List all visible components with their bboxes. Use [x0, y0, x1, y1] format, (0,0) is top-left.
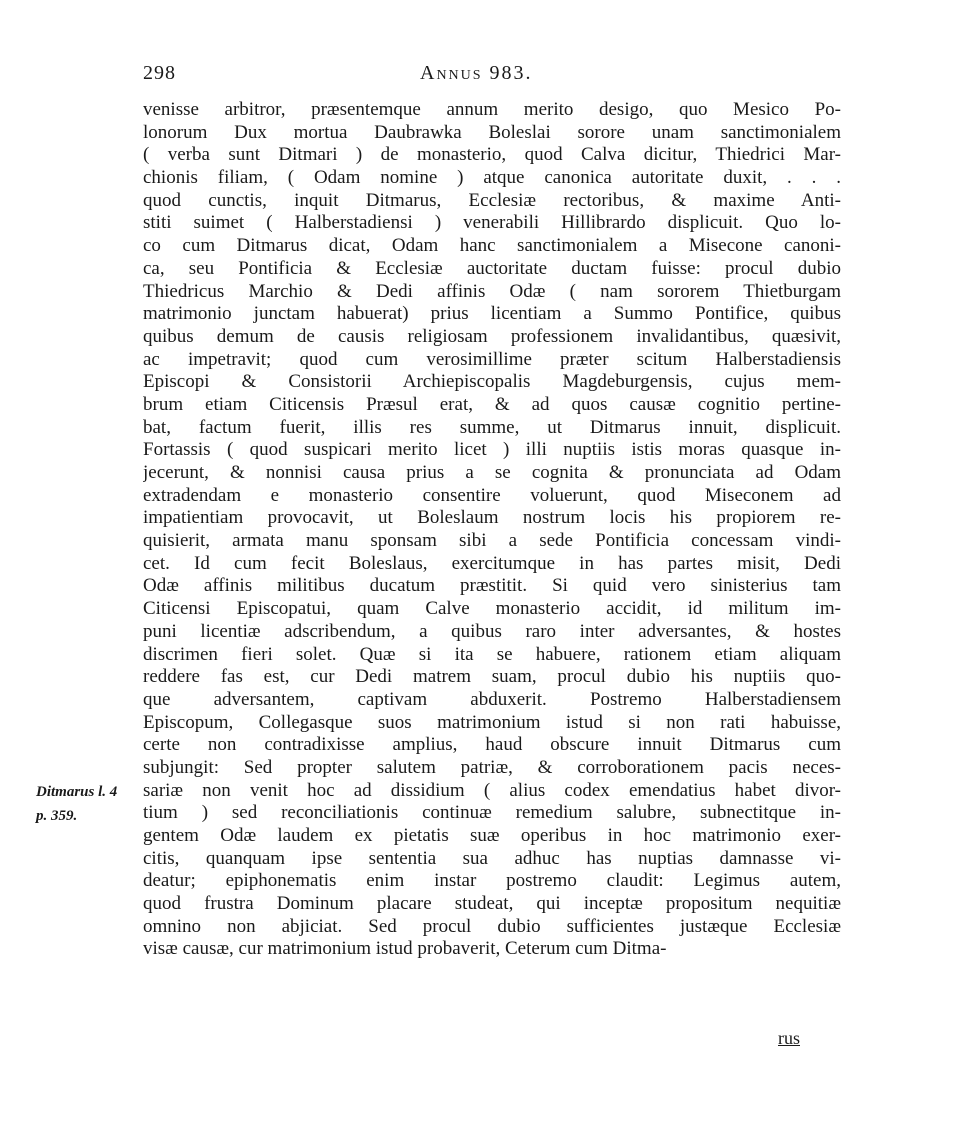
text-line: certe non contradixisse amplius, haud obscure innuit Ditmarus cum — [143, 734, 841, 756]
text-line: Citicensi Episcopatui, quam Calve monasterio accidit, id militum im- — [143, 598, 841, 620]
text-line: discrimen fieri solet. Quæ si ita se habuere, rationem etiam aliquam — [143, 643, 841, 665]
text-line: quod cunctis, inquit Ditmarus, Ecclesiæ rectoribus, & maxime Anti- — [143, 189, 841, 211]
text-line: bat, factum fuerit, illis res summe, ut Ditmarus innuit, displicuit. — [143, 416, 841, 438]
text-line: quod frustra Dominum placare studeat, qui inceptæ propositum nequitiæ — [143, 893, 841, 915]
text-line: Episcopi & Consistorii Archiepiscopalis Magdeburgensis, cujus mem- — [143, 371, 841, 393]
margin-note-source: Ditmarus l. 4 — [36, 784, 118, 800]
margin-note-page: p. 359. — [36, 808, 78, 824]
text-line: impatientiam provocavit, ut Boleslaum nostrum locis his propiorem re- — [143, 507, 841, 529]
text-line: extradendam e monasterio consentire voluerunt, quod Miseconem ad — [143, 484, 841, 506]
text-line: ac impetravit; quod cum verosimillime præter scitum Halberstadiensis — [143, 348, 841, 370]
text-line: reddere fas est, cur Dedi matrem suam, procul dubio his nuptiis quo- — [143, 666, 841, 688]
body-text — [143, 99, 841, 961]
text-line: tium ) sed reconciliationis continuæ remedium salubre, subnectitque in- — [143, 802, 841, 824]
text-line: citis, quanquam ipse sententia sua adhuc has nuptias damnasse vi- — [143, 847, 841, 869]
page-header — [0, 62, 960, 92]
text-line: ( verba sunt Ditmari ) de monasterio, quod Calva dicitur, Thiedrici Mar- — [143, 144, 841, 166]
text-line: deatur; epiphonematis enim instar postremo claudit: Legimus autem, — [143, 870, 841, 892]
text-line: cet. Id cum fecit Boleslaus, exercitumque in has partes misit, Dedi — [143, 552, 841, 574]
text-line: venisse arbitror, præsentemque annum merito desigo, quo Mesico Po- — [143, 99, 841, 120]
text-line: Odæ affinis militibus ducatum præstitit. Si quid vero sinisterius tam — [143, 575, 841, 597]
text-line: que adversantem, captivam abduxerit. Postremo Halberstadiensem — [143, 688, 841, 710]
text-line: Fortassis ( quod suspicari merito licet ) illi nuptiis istis moras quasque in- — [143, 439, 841, 461]
text-line: brum etiam Citicensis Præsul erat, & ad quos causæ cognitio pertine- — [143, 393, 841, 415]
catchword: rus — [778, 1028, 800, 1048]
text-line: gentem Odæ laudem ex pietatis suæ operibus in hoc matrimonio exer- — [143, 825, 841, 846]
text-line: subjungit: Sed propter salutem patriæ, & corroborationem pacis neces- — [143, 756, 841, 778]
text-line: puni licentiæ adscribendum, a quibus raro inter adversantes, & hostes — [143, 620, 841, 642]
text-line: visæ causæ, cur matrimonium istud probaverit, Ceterum cum Ditma- — [143, 938, 667, 960]
page-number: 298 — [143, 62, 176, 84]
text-line: lonorum Dux mortua Daubrawka Boleslai sorore unam sanctimonialem — [143, 121, 841, 143]
text-line: quisierit, armata manu sponsam sibi a sede Pontificia concessam vindi- — [143, 530, 841, 552]
running-title: Annus 983. — [420, 62, 533, 84]
text-line: ca, seu Pontificia & Ecclesiæ auctoritate ductam fuisse: procul dubio — [143, 257, 841, 279]
text-line: matrimonio junctam habuerat) prius licentiam a Summo Pontifice, quibus — [143, 303, 841, 325]
text-line: omnino non abjiciat. Sed procul dubio sufficientes justæque Ecclesiæ — [143, 915, 841, 937]
text-line: co cum Ditmarus dicat, Odam hanc sanctimonialem a Misecone canoni- — [143, 235, 841, 257]
text-line: quibus demum de causis religiosam professionem invalidantibus, quæsivit, — [143, 325, 841, 347]
text-line: stiti suimet ( Halberstadiensi ) venerabili Hillibrardo displicuit. Quo lo- — [143, 212, 841, 234]
text-line: Episcopum, Collegasque suos matrimonium istud si non rati habuisse, — [143, 711, 841, 733]
text-line: chionis filiam, ( Odam nomine ) atque canonica autoritate duxit, . . . — [143, 167, 841, 189]
text-line: Thiedricus Marchio & Dedi affinis Odæ ( nam sororem Thietburgam — [143, 280, 841, 302]
text-line: jecerunt, & nonnisi causa prius a se cognita & pronunciata ad Odam — [143, 462, 841, 483]
text-line: sariæ non venit hoc ad dissidium ( alius codex emendatius habet divor- — [143, 779, 841, 801]
